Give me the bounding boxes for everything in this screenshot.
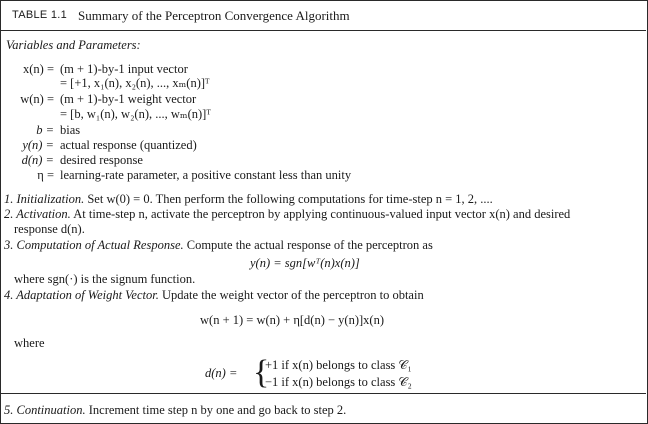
step-5 [4,403,346,417]
cases-brace: { [253,354,270,391]
variables-heading: Variables and Parameters: [6,38,141,52]
step-2-title: 2. Activation. [4,207,71,221]
step-3-equation: y(n) = sgn[wᵀ(n)x(n)] [250,256,360,270]
divider [0,393,646,394]
step-2-continuation: response d(n). [14,222,85,236]
table-label: TABLE 1.1 [12,9,68,21]
step-2-text: At time-step n, activate the perceptron by applying continuous-valued input vector x(n) and desired [73,207,571,221]
table-header [0,0,646,31]
eta-lhs: η = [37,168,54,182]
x-def: (m + 1)-by-1 input vector [60,62,188,76]
y-lhs: y(n) = [22,138,54,152]
b-def: bias [60,123,81,137]
step-3-note: where sgn(·) is the signum function. [14,272,196,286]
b-lhs: b = [36,123,54,137]
d-lhs: d(n) = [21,153,54,167]
step-5-text: Increment time step n by one and go back to step 2. [88,403,347,417]
step-2 [4,207,570,221]
desired-case-1: +1 if x(n) belongs to class 𝒞₁ [265,358,412,372]
step-1 [4,192,493,206]
step-4-title: 4. Adaptation of Weight Vector. [4,288,159,302]
x-vector: = [+1, x₁(n), x₂(n), ..., xₘ(n)]ᵀ [60,76,210,90]
step-5-title: 5. Continuation. [4,403,86,417]
step-3-title: 3. Computation of Actual Response. [4,238,184,252]
x-lhs: x(n) = [23,62,54,76]
d-def: desired response [60,153,143,167]
step-1-text: Set w(0) = 0. Then perform the following computations for time-step n = 1, 2, .... [87,192,493,206]
step-4-where: where [14,336,45,350]
y-def: actual response (quantized) [60,138,197,152]
eta-def: learning-rate parameter, a positive constant less than unity [60,168,352,182]
w-lhs: w(n) = [20,92,54,106]
step-4-equation: w(n + 1) = w(n) + η[d(n) − y(n)]x(n) [200,313,384,327]
w-vector: = [b, w₁(n), w₂(n), ..., wₘ(n)]ᵀ [60,107,211,121]
step-3 [4,238,433,252]
desired-case-2: −1 if x(n) belongs to class 𝒞₂ [265,375,412,389]
step-4 [4,288,424,302]
step-1-title: 1. Initialization. [4,192,85,206]
step-4-text: Update the weight vector of the perceptron to obtain [161,288,424,302]
step-3-text: Compute the actual response of the perceptron as [186,238,433,252]
table-title: Summary of the Perceptron Convergence Algorithm [78,8,350,23]
desired-response-lhs: d(n) = [205,366,238,380]
w-def: (m + 1)-by-1 weight vector [60,92,197,106]
